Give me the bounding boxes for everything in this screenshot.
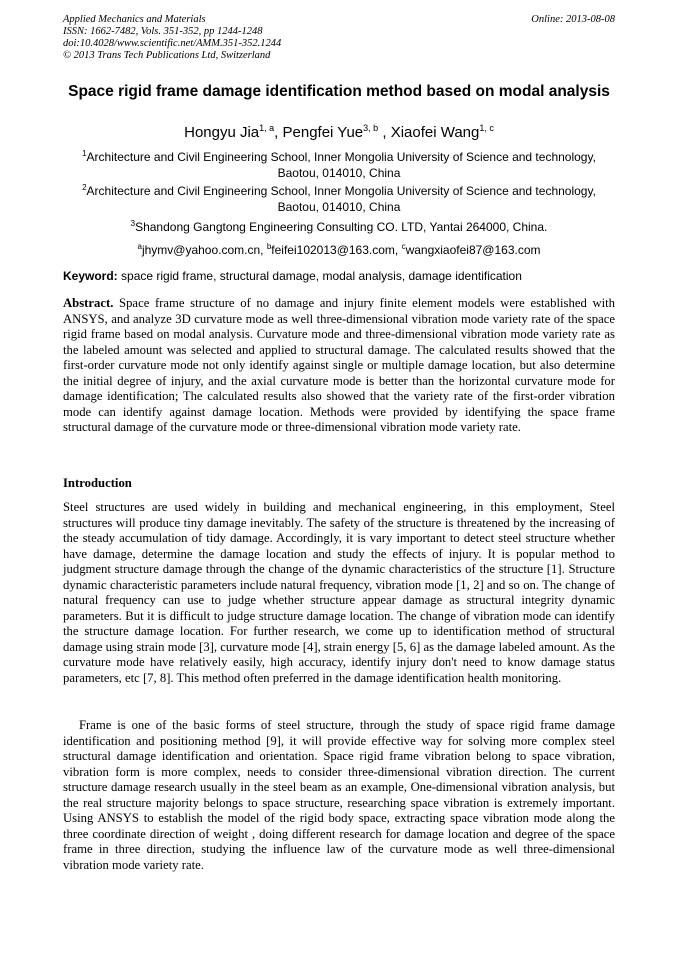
copyright-line: © 2013 Trans Tech Publications Ltd, Switzerland [63, 50, 271, 61]
abstract-text: Space frame structure of no damage and injury finite element models were established with ANSYS, and analyze 3D curvature mode as well three-dimensional vibration mode variety rate of the space rigid frame based on modal analysis. Curvature mode and three-dimensional vibration mode variety rate as the labeled amount was selected and applied to structural damage. The calculated results showed that the first-order curvature mode not only identify against single or multiple damage location, but also determine the initial degree of injury, and the axial curvature mode is better than the horizontal curvature mode for damage identification; The calculated results also showed that the variety rate of the first-order vibration mode can identify against damage location. Methods were provided by identifying the space frame structural damage of the curvature mode or three-dimensional vibration mode variety rate. [63, 296, 616, 435]
author-separator: , [378, 124, 391, 141]
affiliation-2 [63, 183, 615, 215]
author-superscript: 1, a [259, 123, 275, 133]
affiliation-marker: 1 [82, 149, 87, 158]
affiliation-marker: 3 [130, 219, 136, 228]
journal-name: Applied Mechanics and Materials [63, 14, 206, 25]
email-address[interactable]: jhymv@yahoo.com.cn [141, 243, 261, 257]
author-separator: , [274, 124, 283, 141]
email-marker: c [401, 242, 406, 251]
email-address[interactable]: wangxiaofei87@163.com [405, 243, 541, 257]
abstract-label: Abstract. [63, 296, 114, 310]
affiliation-3 [63, 219, 615, 235]
affiliation-text: Shandong Gangtong Engineering Consulting CO. LTD, Yantai 264000, China. [135, 220, 548, 234]
author-name: Hongyu Jia [184, 124, 260, 141]
doi-line[interactable]: doi:10.4028/www.scientific.net/AMM.351-352.1244 [63, 38, 282, 49]
author-name: Xiaofei Wang [390, 124, 480, 141]
journal-header [63, 14, 615, 62]
keyword-label: Keyword: [63, 269, 118, 283]
paper-title: Space rigid frame damage identification method based on modal analysis [68, 83, 610, 100]
email-marker: b [266, 242, 272, 251]
affiliation-1 [63, 149, 615, 181]
online-date: Online: 2013-08-08 [531, 14, 615, 25]
email-separator: , [260, 243, 267, 257]
introduction-paragraph-1: Steel structures are used widely in building and mechanical engineering, in this employment, Steel structures will produce tiny damage inevitably. The safety of the structure is threatened by the increasing of the steady accumulation of tidy damage. Accordingly, it is vary important to detect steel structure whether have damage, determine the damage location and study the effects of injury. It is popular method to judgment structure damage through the change of the dynamic characteristics of the structure [1]. Structure dynamic characteristic parameters include natural frequency, vibration mode [1, 2] and so on. The change of natural frequency can use to judge whether structure appear damage as structural integrity dynamic parameters. But it is difficult to judge structure damage location. The change of vibration mode can identify the structure damage location. For further research, we come up to identification method of structural damage using strain mode [3], curvature mode [4], strain energy [5, 6] as the damage labeled amount. As the curvature mode have relatively easily, high accuracy, identify injury don't need to know damage status parameters, etc [7, 8]. This method often preferred in the damage identification health monitoring. [63, 500, 615, 686]
author-superscript: 3, b [363, 123, 379, 133]
affiliation-marker: 2 [82, 183, 87, 192]
author-name: Pengfei Yue [282, 124, 364, 141]
keyword-text: space rigid frame, structural damage, modal analysis, damage identification [121, 269, 522, 283]
introduction-heading: Introduction [63, 476, 132, 490]
email-marker: a [137, 242, 142, 251]
abstract-paragraph [63, 296, 615, 436]
issn-line: ISSN: 1662-7482, Vols. 351-352, pp 1244-1248 [63, 26, 263, 37]
introduction-paragraph-2: Frame is one of the basic forms of steel structure, through the study of space rigid frame damage identification and positioning method [9], it will provide effective way for solving more complex steel structural damage identification and orientation. Space rigid frame vibration belong to space vibration, vibration form is more complex, needs to consider three-dimensional vibration direction. The current structure damage research usually in the steel beam as an example, One-dimensional vibration analysis, but the real structure majority belongs to space structure, researching space vibration is extremely important. Using ANSYS to establish the model of the rigid body space, extracting space vibration mode along the three coordinate direction of weight , doing different research for damage location and degree of the space frame in three direction, studying the influence law of the curvature mode as well three-dimensional vibration mode variety rate. [63, 718, 615, 872]
email-address[interactable]: feifei102013@163.com [271, 243, 395, 257]
email-list [63, 242, 615, 258]
author-superscript: 1, c [479, 123, 494, 133]
author-list [63, 123, 615, 143]
affiliation-text: Architecture and Civil Engineering School, Inner Mongolia University of Science and technology, Baotou, 014010, China [86, 184, 596, 214]
email-separator: , [394, 243, 402, 257]
affiliation-text: Architecture and Civil Engineering School, Inner Mongolia University of Science and technology, Baotou, 014010, China [86, 150, 596, 180]
keyword-line [63, 269, 615, 284]
